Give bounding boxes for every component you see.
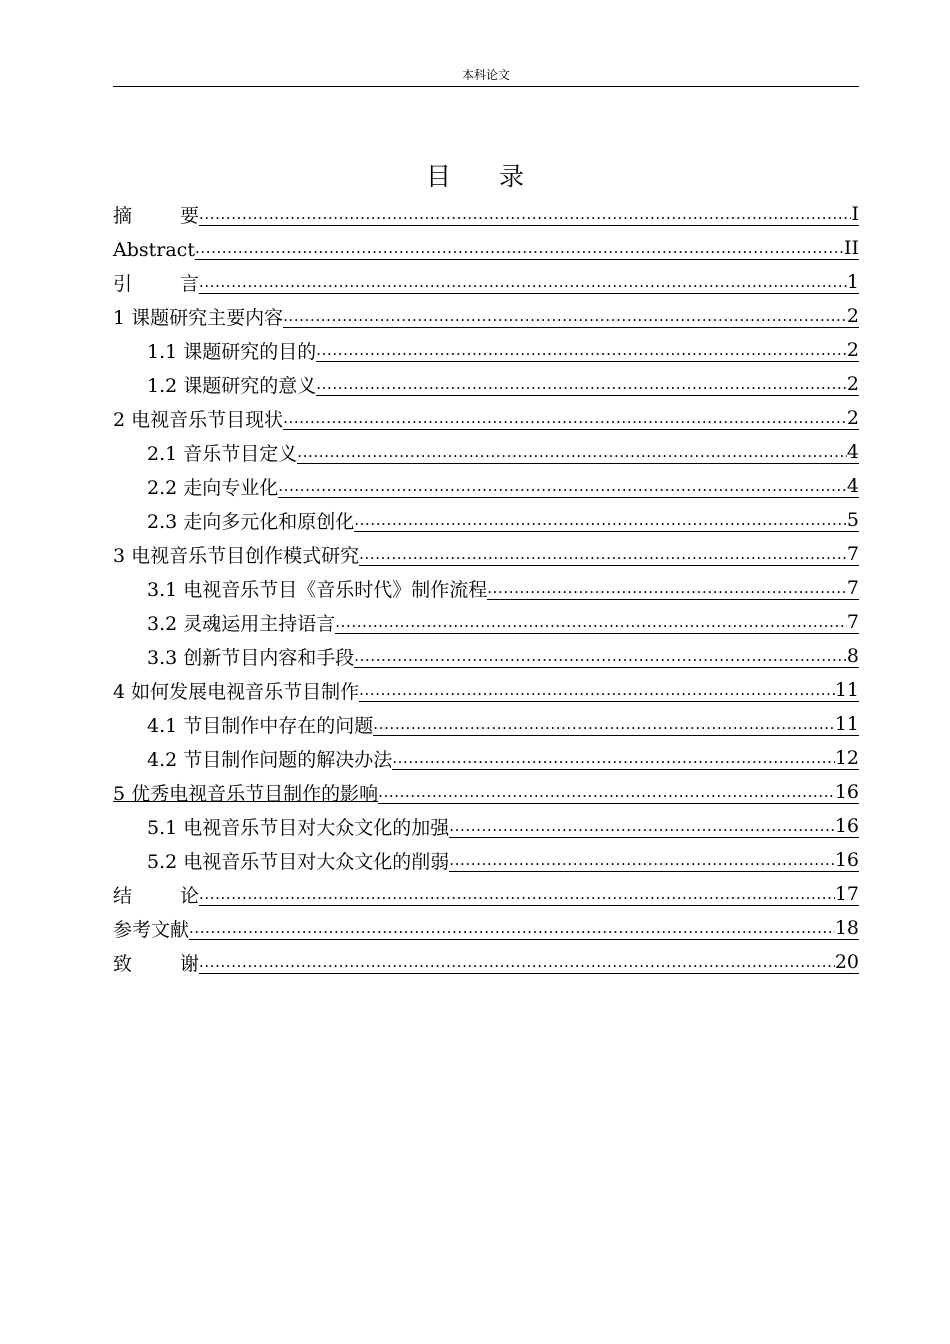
toc-entry-section-1-1[interactable] <box>113 331 859 365</box>
toc-entry-page: 2 <box>846 305 859 327</box>
toc-entry-page: 1 <box>846 271 859 293</box>
toc-leader <box>359 543 847 566</box>
toc-entry-label: 摘 要 <box>113 205 200 227</box>
toc-entry-page: 4 <box>846 475 859 497</box>
toc-entry-label: 致 谢 <box>113 953 200 975</box>
toc-leader <box>354 645 847 668</box>
toc-title <box>0 160 950 194</box>
toc-entry-section-5-2[interactable] <box>113 841 859 875</box>
toc-leader <box>283 407 847 430</box>
toc-entry-page: 7 <box>846 611 859 633</box>
toc-leader <box>392 747 835 770</box>
toc-leader <box>373 713 835 736</box>
toc-entry-section-3-2[interactable] <box>113 603 859 637</box>
toc-entry-page: 5 <box>846 509 859 531</box>
toc-entry-abstract-en[interactable] <box>113 229 859 263</box>
toc-entry-page: 16 <box>834 849 859 871</box>
toc-entry-page: 7 <box>846 577 859 599</box>
toc-entry-page: 2 <box>846 373 859 395</box>
toc-entry-page: 17 <box>834 883 859 905</box>
toc-entry-label: 4 如何发展电视音乐节目制作 <box>113 681 360 703</box>
toc-title-left: 目 <box>425 162 451 191</box>
toc-entry-label: 3.1 电视音乐节目《音乐时代》制作流程 <box>147 579 488 601</box>
toc-entry-page: 16 <box>834 815 859 837</box>
toc-entry-section-4-1[interactable] <box>113 705 859 739</box>
toc-entry-page: 4 <box>846 441 859 463</box>
toc-entry-label: 3 电视音乐节目创作模式研究 <box>113 545 360 567</box>
toc-entry-label: 4.2 节目制作问题的解决办法 <box>147 749 393 771</box>
toc-entry-chapter-4[interactable] <box>113 671 859 705</box>
toc-entry-label: 1 课题研究主要内容 <box>113 307 284 329</box>
toc-entry-label: 3.2 灵魂运用主持语言 <box>147 613 336 635</box>
toc-entry-label: 3.3 创新节目内容和手段 <box>147 647 355 669</box>
toc-entry-page: 12 <box>834 747 859 769</box>
toc-leader <box>359 679 835 702</box>
toc-leader <box>449 849 835 872</box>
toc-entry-label: Abstract <box>113 239 195 261</box>
toc-entry-page: 2 <box>846 407 859 429</box>
toc-leader <box>335 611 847 634</box>
table-of-contents <box>113 195 859 977</box>
toc-entry-label: 1.2 课题研究的意义 <box>147 375 317 397</box>
toc-leader <box>199 883 835 906</box>
toc-entry-page: 16 <box>834 781 859 803</box>
toc-entry-label: 2.3 走向多元化和原创化 <box>147 511 355 533</box>
toc-entry-label: 2 电视音乐节目现状 <box>113 409 284 431</box>
toc-leader <box>297 441 847 464</box>
toc-entry-section-2-3[interactable] <box>113 501 859 535</box>
toc-entry-page: 2 <box>846 339 859 361</box>
toc-leader <box>354 509 847 532</box>
toc-title-right: 录 <box>499 162 525 191</box>
page-header: 本科论文 <box>113 66 859 87</box>
toc-entry-section-5-1[interactable] <box>113 807 859 841</box>
toc-entry-page: 11 <box>834 679 859 701</box>
toc-entry-label: 5.1 电视音乐节目对大众文化的加强 <box>147 817 450 839</box>
toc-entry-label: 2.2 走向专业化 <box>147 477 279 499</box>
toc-entry-page: 8 <box>846 645 859 667</box>
toc-entry-label: 4.1 节目制作中存在的问题 <box>147 715 374 737</box>
toc-leader <box>199 203 851 226</box>
toc-entry-chapter-5[interactable] <box>113 773 859 807</box>
toc-leader <box>487 577 847 600</box>
toc-entry-page: 7 <box>846 543 859 565</box>
toc-entry-chapter-3[interactable] <box>113 535 859 569</box>
toc-entry-label: 结 论 <box>113 885 200 907</box>
toc-entry-label: 2.1 音乐节目定义 <box>147 443 298 465</box>
toc-entry-chapter-1[interactable] <box>113 297 859 331</box>
toc-entry-section-3-3[interactable] <box>113 637 859 671</box>
toc-leader <box>278 475 847 498</box>
toc-entry-label: 引 言 <box>113 273 200 295</box>
toc-entry-page: I <box>851 203 859 225</box>
toc-entry-page: 20 <box>834 951 859 973</box>
toc-entry-section-2-1[interactable] <box>113 433 859 467</box>
toc-entry-abstract-cn[interactable] <box>113 195 859 229</box>
toc-entry-section-4-2[interactable] <box>113 739 859 773</box>
toc-leader <box>199 271 847 294</box>
toc-leader <box>316 373 847 396</box>
toc-entry-label: 5 优秀电视音乐节目制作的影响 <box>113 783 379 805</box>
toc-entry-chapter-2[interactable] <box>113 399 859 433</box>
toc-entry-section-2-2[interactable] <box>113 467 859 501</box>
toc-entry-introduction[interactable] <box>113 263 859 297</box>
toc-leader <box>316 339 847 362</box>
toc-entry-page: 11 <box>834 713 859 735</box>
toc-leader <box>449 815 835 838</box>
toc-entry-conclusion[interactable] <box>113 875 859 909</box>
toc-entry-label: 5.2 电视音乐节目对大众文化的削弱 <box>147 851 450 873</box>
toc-entry-label: 参考文献 <box>113 919 190 941</box>
toc-leader <box>195 237 844 260</box>
toc-leader <box>378 781 835 804</box>
toc-entry-section-1-2[interactable] <box>113 365 859 399</box>
toc-entry-references[interactable] <box>113 909 859 943</box>
toc-leader <box>189 917 835 940</box>
toc-entry-page: II <box>843 237 859 259</box>
toc-entry-label: 1.1 课题研究的目的 <box>147 341 317 363</box>
toc-entry-page: 18 <box>834 917 859 939</box>
toc-entry-acknowledgements[interactable] <box>113 943 859 977</box>
toc-leader <box>283 305 847 328</box>
toc-entry-section-3-1[interactable] <box>113 569 859 603</box>
toc-leader <box>199 951 835 974</box>
